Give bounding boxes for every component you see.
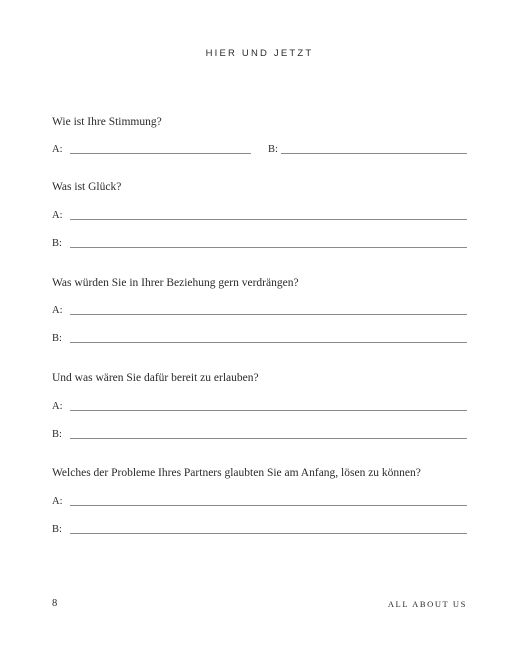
question-5-answer-a-row [52, 496, 467, 510]
question-3-answer-a-row [52, 305, 467, 319]
answer-a-line-q2[interactable] [70, 219, 467, 220]
answer-b-label: B: [52, 429, 62, 440]
answer-a-label: A: [52, 401, 63, 412]
answer-b-line-q2[interactable] [70, 247, 467, 248]
question-2-answer-a-row [52, 210, 467, 224]
answer-b-line-q3[interactable] [70, 342, 467, 343]
page-title: HIER UND JETZT [205, 48, 314, 59]
answer-a-line-q1[interactable] [70, 153, 251, 154]
question-5-text: Welches der Probleme Ihres Partners glaubten Sie am Anfang, lösen zu können? [52, 467, 421, 479]
answer-b-label: B: [52, 238, 62, 249]
answer-a-line-q4[interactable] [70, 410, 467, 411]
question-2-answer-b-row [52, 238, 467, 252]
answer-b-line-q1[interactable] [281, 153, 467, 154]
answer-b-label: B: [52, 333, 62, 344]
answer-a-line-q5[interactable] [70, 505, 467, 506]
answer-a-line-q3[interactable] [70, 314, 467, 315]
question-5-answer-b-row [52, 524, 467, 538]
answer-b-line-q4[interactable] [70, 438, 467, 439]
answer-b-label: B: [52, 524, 62, 535]
answer-a-label: A: [52, 210, 63, 221]
question-2-text: Was ist Glück? [52, 181, 122, 193]
question-1-text: Wie ist Ihre Stimmung? [52, 116, 162, 128]
answer-b-line-q5[interactable] [70, 533, 467, 534]
answer-a-label: A: [52, 496, 63, 507]
answer-a-label: A: [52, 144, 63, 155]
answer-a-label: A: [52, 305, 63, 316]
question-4-answer-b-row [52, 429, 467, 443]
question-1-answer-row [52, 144, 467, 158]
question-4-text: Und was wären Sie dafür bereit zu erlauben? [52, 372, 259, 384]
question-3-text: Was würden Sie in Ihrer Beziehung gern verdrängen? [52, 277, 299, 289]
question-4-answer-a-row [52, 401, 467, 415]
footer-brand: ALL ABOUT US [387, 599, 467, 609]
question-3-answer-b-row [52, 333, 467, 347]
page-number: 8 [52, 598, 58, 609]
answer-b-label: B: [268, 144, 278, 155]
